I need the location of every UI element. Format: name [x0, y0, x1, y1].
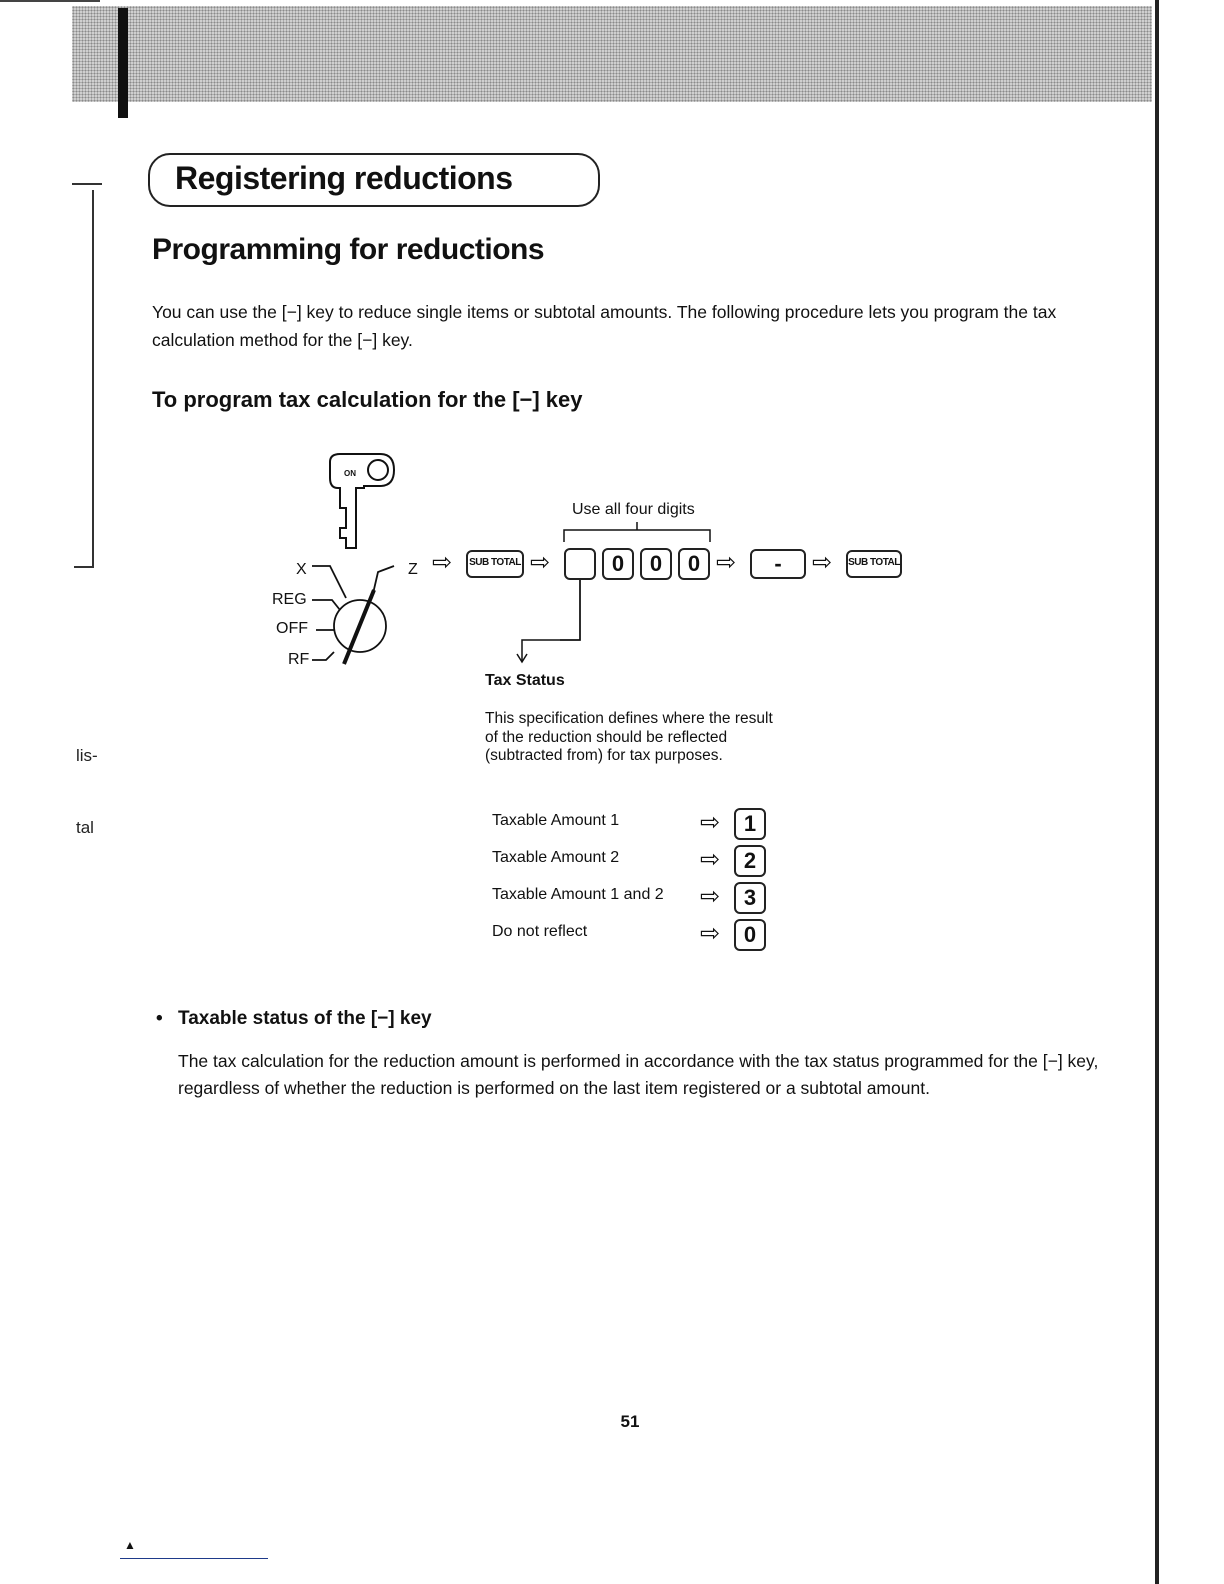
tax-status-pointer [510, 570, 590, 670]
option-label: Taxable Amount 2 [492, 849, 620, 866]
option-key-0[interactable]: 0 [734, 919, 766, 951]
option-label: Do not reflect [492, 923, 588, 940]
option-key-3[interactable]: 3 [734, 882, 766, 914]
arrow-icon: ⇨ [700, 846, 721, 873]
margin-fragment: lis- [76, 746, 98, 765]
tax-status-description: This specification defines where the result of the reduction should be reflected (subtracted from) for tax purposes. [485, 710, 773, 764]
mode-label-reg: REG [272, 591, 307, 608]
arrow-icon: ⇨ [812, 549, 833, 576]
key-on-label: ON [344, 469, 356, 478]
arrow-icon: ⇨ [716, 549, 737, 576]
header-banner [72, 6, 1152, 102]
procedure-heading: To program tax calculation for the [−] key [152, 387, 583, 412]
mode-label-x: X [296, 561, 307, 578]
digit-key[interactable]: 0 [640, 548, 672, 580]
footer-rule [120, 1558, 268, 1559]
intro-paragraph: You can use the [−] key to reduce single items or subtotal amounts. The following procedure lets you program the tax calculation method for the [−] key. [152, 302, 1057, 350]
bullet-icon: • [156, 1008, 163, 1029]
mode-label-off: OFF [276, 620, 308, 637]
option-label: Taxable Amount 1 [492, 812, 620, 829]
page-title: Programming for reductions [152, 233, 545, 266]
margin-fragment: tal [76, 818, 94, 837]
margin-bracket [72, 183, 102, 185]
digits-note: Use all four digits [572, 501, 695, 518]
mode-switch-illustration [260, 448, 420, 678]
mode-dial-icon [312, 566, 394, 664]
digit-key[interactable]: 0 [602, 548, 634, 580]
mode-label-z: Z [408, 561, 418, 578]
arrow-icon: ⇨ [700, 920, 721, 947]
digit-key[interactable]: 0 [678, 548, 710, 580]
subtotal-key-final[interactable]: SUB TOTAL [846, 550, 902, 578]
bullet-heading: Taxable status of the [−] key [178, 1008, 432, 1029]
arrow-icon: ⇨ [432, 549, 453, 576]
arrow-icon: ⇨ [700, 809, 721, 836]
top-edge-rule [0, 0, 100, 2]
margin-bracket-end [74, 566, 94, 568]
key-icon [330, 454, 394, 548]
option-label: Taxable Amount 1 and 2 [492, 886, 664, 903]
margin-bracket-line [92, 190, 94, 568]
mode-label-rf: RF [288, 651, 310, 668]
section-title: Registering reductions [175, 160, 513, 196]
page-number: 51 [620, 1412, 640, 1431]
banner-edge-bar [118, 8, 128, 118]
digit-key-tax-status[interactable] [564, 548, 596, 580]
arrow-icon: ⇨ [700, 883, 721, 910]
tax-status-heading: Tax Status [485, 672, 565, 689]
option-key-1[interactable]: 1 [734, 808, 766, 840]
minus-key[interactable]: - [750, 549, 806, 579]
page-right-edge [1155, 0, 1159, 1584]
arrow-icon: ⇨ [530, 549, 551, 576]
option-key-2[interactable]: 2 [734, 845, 766, 877]
bullet-paragraph: The tax calculation for the reduction amount is performed in accordance with the tax status programmed for the [−] key, regardless of whether the reduction is performed on the last item registered or a subtotal amount. [178, 1051, 1099, 1098]
subtotal-key[interactable]: SUB TOTAL [466, 550, 524, 578]
footer-mark-icon: ▲ [124, 1538, 136, 1552]
